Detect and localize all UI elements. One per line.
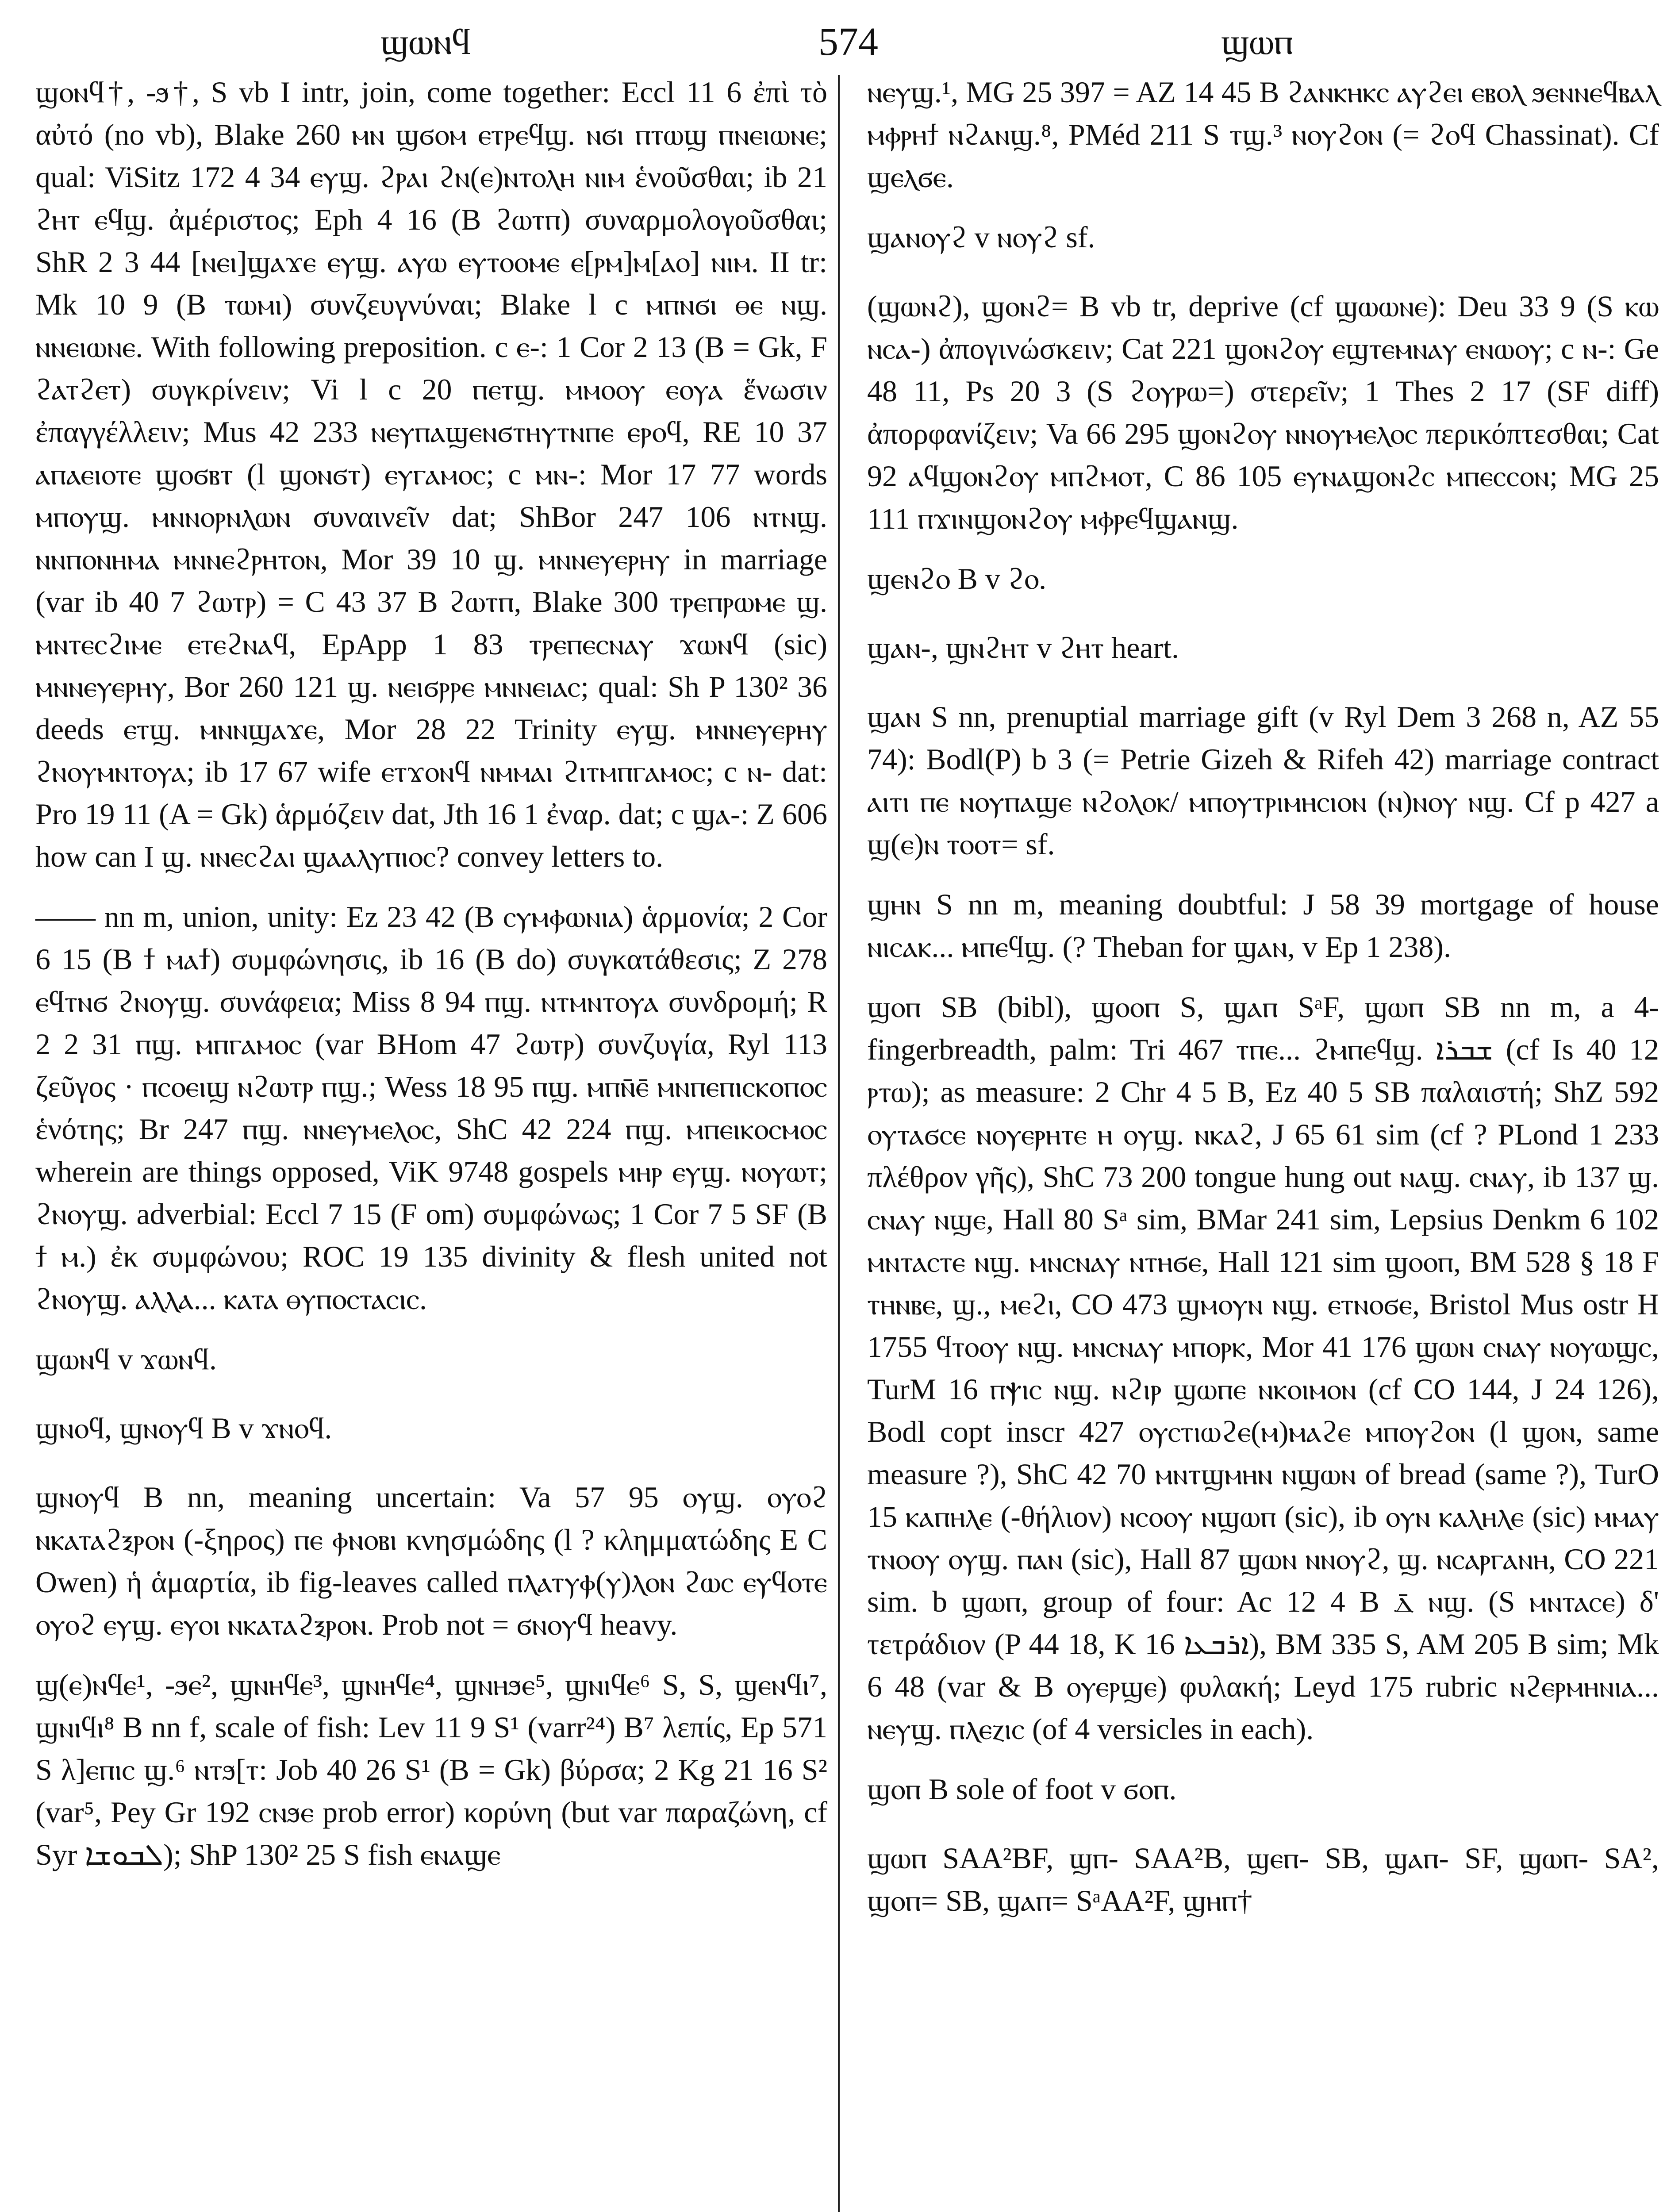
entry-shan-heart-cross-ref: ϣⲁⲛ-, ϣⲛϩⲏⲧ v ϩⲏⲧ heart. — [867, 631, 1179, 664]
right-column — [867, 71, 1659, 1939]
entry-shenfe-continued: ⲛⲉⲩϣ.¹, MG 25 397 = AZ 14 45 B ϩⲁⲛⲕⲏⲕⲥ ⲁⲩϩⲉⲓ ⲉⲃⲟⲗ ϧⲉⲛⲛⲉϥⲃⲁⲗ ⲙⲫⲣⲏϯ ⲛϩⲁⲛϣ.⁸, PMéd 211 S ⲧϣ.³ ⲛⲟⲩϩⲟⲛ (= ϩⲟϥ Chassinat). Cf ϣⲉⲗϭⲉ. — [867, 75, 1659, 194]
entry-shenho-cross-ref: ϣⲉⲛϩⲟ B v ϩⲟ. — [867, 562, 1047, 595]
entry-shop-sole-cross-ref: ϣⲟⲡ B sole of foot v ϭⲟⲡ. — [867, 1772, 1177, 1806]
entry-shonf-noun: —— nn m, union, unity: Ez 23 42 (B ⲥⲩⲙⲫⲱⲛⲓⲁ) ἁρμονία; 2 Cor 6 15 (B ϯ ⲙⲁϯ) συμφώνησις, ib 16 (B do) συγκατάθεσις; Z 278 ⲉϥⲧⲛϭ ϩⲛⲟⲩϣ. συνάφεια; Miss 8 94 ⲡϣ. ⲛⲧⲙⲛⲧⲟⲩⲁ συνδρομή; R 2 2 31 ⲡϣ. ⲙⲡⲅⲁⲙⲟⲥ (var BHom 47 ϩⲱⲧⲣ) συνζυγία, Ryl 113 ζεῦγος · ⲡⲥⲟⲉⲓϣ ⲛϩⲱⲧⲣ ⲡϣ.; Wess 18 95 ⲡϣ. ⲙⲡⲛ̄ⲉ̄ ⲙⲛⲡⲉⲡⲓⲥⲕⲟⲡⲟⲥ ἑνότης; Br 247 ⲡϣ. ⲛⲛⲉⲩⲙⲉⲗⲟⲥ, ShC 42 224 ⲡϣ. ⲙⲡⲉⲓⲕⲟⲥⲙⲟⲥ wherein are things opposed, ViK 9748 gospels ⲙⲏⲣ ⲉⲩϣ. ⲛⲟⲩⲱⲧ; ϩⲛⲟⲩϣ. adverbial: Eccl 7 15 (F om) συμφώνως; 1 Cor 7 5 SF (B ϯ ⲙ.) ἐκ συμφώνου; ROC 19 135 divinity & flesh united not ϩⲛⲟⲩϣ. ⲁⲗⲗⲁ... ⲕⲁⲧⲁ ⲑⲩⲡⲟⲥⲧⲁⲥⲓⲥ. — [35, 900, 827, 1316]
entry-shnouf: ϣⲛⲟⲩϥ B nn, meaning uncertain: Va 57 95 ⲟⲩϣ. ⲟⲩⲟϩ ⲛⲕⲁⲧⲁϩⲝⲣⲟⲛ (-ξηρος) ⲡⲉ ⲫⲛⲟⲃⲓ κνησμώδης (l ? κλημματώδης E C Owen) ἡ ἁμαρτία, ib fig-leaves called ⲡⲗⲁⲧⲩⲫ(ⲩ)ⲗⲟⲛ ϩⲱⲥ ⲉⲩϥⲟⲧⲉ ⲟⲩⲟϩ ⲉⲩϣ. ⲉⲩⲟⲓ ⲛⲕⲁⲧⲁϩⲝⲣⲟⲛ. Prob not = ϭⲛⲟⲩϥ heavy. — [35, 1480, 827, 1641]
entry-shop-palm: ϣⲟⲡ SB (bibl), ϣⲟⲟⲡ S, ϣⲁⲡ SᵃF, ϣⲱⲡ SB nn m, a 4-fingerbreadth, palm: Tri 467 ⲧⲡⲉ... ϩⲙⲡⲉϥϣ. ܫܒܪܐ (cf Is 40 12 ⲣⲧⲱ); as measure: 2 Chr 4 5 B, Ez 40 5 SB παλαιστή; ShZ 592 ⲟⲩⲧⲁϭⲥⲉ ⲛⲟⲩⲉⲣⲏⲧⲉ ⲏ ⲟⲩϣ. ⲛⲕⲁϩ, J 65 61 sim (cf ? PLond 1 233 πλέθρον γῆς), ShC 73 200 tongue hung out ⲛⲁϣ. ⲥⲛⲁⲩ, ib 137 ϣ. ⲥⲛⲁⲩ ⲛϣⲉ, Hall 80 Sᵃ sim, BMar 241 sim, Lepsius Denkm 6 102 ⲙⲛⲧⲁⲥⲧⲉ ⲛϣ. ⲙⲛⲥⲛⲁⲩ ⲛⲧⲏϭⲉ, Hall 121 sim ϣⲟⲟⲡ, BM 528 § 18 F ⲧⲏⲛⲃⲉ, ϣ., ⲙⲉϩⲓ, CO 473 ϣⲙⲟⲩⲛ ⲛϣ. ⲉⲧⲛⲟϭⲉ, Bristol Mus ostr H 1755 ϥⲧⲟⲟⲩ ⲛϣ. ⲙⲛⲥⲛⲁⲩ ⲙⲡⲟⲣⲕ, Mor 41 176 ϣⲱⲛ ⲥⲛⲁⲩ ⲛⲟⲩⲱϣⲥ, TurM 16 ⲡⲯⲓⲥ ⲛϣ. ⲛϩⲓⲣ ϣⲱⲡⲉ ⲛⲕⲟⲓⲙⲟⲛ (cf CO 144, J 24 126), Bodl copt inscr 427 ⲟⲩⲥⲧⲓⲱϩⲉ(ⲙ)ⲙⲁϩⲉ ⲙⲡⲟⲩϩⲟⲛ (l ϣⲟⲛ, same measure ?), ShC 42 70 ⲙⲛⲧϣⲙⲏⲛ ⲛϣⲱⲛ of bread (same ?), TurO 15 ⲕⲁⲡⲏⲗⲉ (-θήλιον) ⲛⲥⲟⲟⲩ ⲛϣⲱⲡ (sic), ib ⲟⲩⲛ ⲕⲁⲗⲏⲗⲉ (sic) ⲙⲙⲁⲩ ⲧⲛⲟⲟⲩ ⲟⲩϣ. ⲡⲁⲛ (sic), Hall 87 ϣⲱⲛ ⲛⲛⲟⲩϩ, ϣ. ⲛⲥⲁⲣⲅⲁⲛⲏ, CO 221 sim. b ϣⲱⲡ, group of four: Ac 12 4 B ⲇ̄ ⲛϣ. (S ⲙⲛⲧⲁⲥⲉ) δ' τετράδιον (P 44 18, K 16 ܐܪܒܥܐ), BM 335 S, AM 205 B sim; Mk 6 48 (var & B ⲟⲩⲉⲣϣⲉ) φυλακή; Leyd 175 rubric ⲛϩⲉⲣⲙⲏⲛⲓⲁ... ⲛⲉⲩϣ. ⲡⲗⲉⲍⲓⲥ (of 4 versicles in each). — [867, 990, 1659, 1746]
entry-shonf-cross-ref: ϣⲱⲛϥ v ϫⲱⲛϥ. — [35, 1342, 217, 1376]
column-divider — [838, 75, 840, 2212]
left-headword: ϣⲱⲛϥ — [380, 22, 471, 62]
entry-shan-gift: ϣⲁⲛ S nn, prenuptial marriage gift (v Ryl Dem 3 268 n, AZ 55 74): Bodl(P) b 3 (= Petrie Gizeh & Rifeh 42) marriage contract ⲁⲓⲧⲓ ⲡⲉ ⲛⲟⲩⲡⲁϣⲉ ⲛϩⲟⲗⲟⲕ/ ⲙⲡⲟⲩⲧⲣⲓⲙⲏⲥⲓⲟⲛ (ⲛ)ⲛⲟⲩ ⲛϣ. Cf p 427 a ϣ(ⲉ)ⲛ ⲧⲟⲟⲧ= sf. — [867, 700, 1659, 861]
entry-shenfe: ϣ(ⲉ)ⲛϥⲉ¹, -ϧⲉ², ϣⲛⲏϥⲉ³, ϣⲛⲏϥⲉ⁴, ϣⲛⲏϧⲉ⁵, ϣⲛⲓϥⲉ⁶ S, S, ϣⲉⲛϥⲓ⁷, ϣⲛⲓϥⲓ⁸ B nn f, scale of fish: Lev 11 9 S¹ (varr²⁴) B⁷ λεπίς, Ep 571 S λ]ⲉⲡⲓⲥ ϣ.⁶ ⲛⲧϧ[ⲧ: Job 40 26 S¹ (B = Gk) βύρσα; 2 Kg 21 16 S² (var⁵, Pey Gr 192 ⲥⲛϧⲉ prob error) κορύνη (but var παραζώνη, cf Syr ܠܒܘܫܐ); ShP 130² 25 S fish ⲉⲛⲁϣⲉ — [35, 1668, 827, 1871]
entry-shnof-cross-ref: ϣⲛⲟϥ, ϣⲛⲟⲩϥ B v ϫⲛⲟϥ. — [35, 1411, 332, 1445]
entry-shonf: ϣⲟⲛϥ†, -ϧ†, S vb I intr, join, come together: Eccl 11 6 ἐπὶ τὸ αὐτό (no vb), Blake 260 ⲙⲛ ϣϭⲟⲙ ⲉⲧⲣⲉϥϣ. ⲛϭⲓ ⲡⲧⲱϣ ⲡⲛⲉⲓⲱⲛⲉ; qual: ViSitz 172 4 34 ⲉⲩϣ. ϩⲣⲁⲓ ϩⲛ(ⲉ)ⲛⲧⲟⲗⲏ ⲛⲓⲙ ἑνοῦσθαι; ib 21 ϩⲏⲧ ⲉϥϣ. ἀμέριστος; Eph 4 16 (B ϩⲱⲧⲡ) συναρμολογοῦσθαι; ShR 2 3 44 [ⲛⲉⲓ]ϣⲁϫⲉ ⲉⲩϣ. ⲁⲩⲱ ⲉⲩⲧⲟⲟⲙⲉ ⲉ[ⲣⲙ]ⲙ[ⲁⲟ] ⲛⲓⲙ. II tr: Mk 10 9 (B ⲧⲱⲙⲓ) συνζευγνύναι; Blake l c ⲙⲡⲛϭⲓ ⲑⲉ ⲛϣ. ⲛⲛⲉⲓⲱⲛⲉ. With following preposition. c ⲉ-: 1 Cor 2 13 (B = Gk, F ϩⲁⲧϩⲉⲧ) συγκρίνειν; Vi l c 20 ⲡⲉⲧϣ. ⲙⲙⲟⲟⲩ ⲉⲟⲩⲁ ἕνωσιν ἐπαγγέλλειν; Mus 42 233 ⲛⲉⲩⲡⲁϣⲉⲛϭⲧⲏⲩⲧⲛⲡⲉ ⲉⲣⲟϥ, RE 10 37 ⲁⲡⲁⲉⲓⲟⲧⲉ ϣⲟϭⲃⲧ (l ϣⲟⲛϭⲧ) ⲉⲩⲅⲁⲙⲟⲥ; c ⲙⲛ-: Mor 17 77 words ⲙⲡⲟⲩϣ. ⲙⲛⲛⲟⲣⲛⲗⲱⲛ συναινεῖν dat; ShBor 247 106 ⲛⲧⲛϣ. ⲛⲛⲡⲟⲛⲏⲙⲁ ⲙⲛⲛⲉϩⲣⲏⲧⲟⲛ, Mor 39 10 ϣ. ⲙⲛⲛⲉⲩⲉⲣⲏⲩ in marriage (var ib 40 7 ϩⲱⲧⲣ) = C 43 37 B ϩⲱⲧⲡ, Blake 300 ⲧⲣⲉⲡⲣⲱⲙⲉ ϣ. ⲙⲛⲧⲉⲥϩⲓⲙⲉ ⲉⲧⲉϩⲛⲁϥ, EpApp 1 83 ⲧⲣⲉⲡⲉⲥⲛⲁⲩ ϫⲱⲛϥ (sic) ⲙⲛⲛⲉⲩⲉⲣⲏⲩ, Bor 260 121 ϣ. ⲛⲉⲓϭⲣⲣⲉ ⲙⲛⲛⲉⲓⲁⲥ; qual: Sh P 130² 36 deeds ⲉⲧϣ. ⲙⲛⲛϣⲁϫⲉ, Mor 28 22 Trinity ⲉⲩϣ. ⲙⲛⲛⲉⲩⲉⲣⲏⲩ ϩⲛⲟⲩⲙⲛⲧⲟⲩⲁ; ib 17 67 wife ⲉⲧϫⲟⲛϥ ⲛⲙⲙⲁⲓ ϩⲓⲧⲙⲡⲅⲁⲙⲟⲥ; c ⲛ- dat: Pro 19 11 (A = Gk) ἁρμόζειν dat, Jth 16 1 ἐναρ. dat; c ϣⲁ-: Z 606 how can I ϣ. ⲛⲛⲉⲥϩⲁⲓ ϣⲁⲁⲗⲩⲡⲓⲟⲥ? convey letters to. — [35, 75, 827, 873]
right-headword: ϣⲱⲡ — [1221, 22, 1293, 62]
entry-shen-doubtful: ϣⲏⲛ S nn m, meaning doubtful: J 58 39 mortgage of house ⲛⲓⲥⲁⲕ... ⲙⲡⲉϥϣ. (? Theban for ϣⲁⲛ, v Ep 1 238). — [867, 887, 1659, 964]
left-column — [35, 71, 827, 1893]
entry-shonh: (ϣⲱⲛϩ), ϣⲟⲛϩ= B vb tr, deprive (cf ϣⲱⲱⲛⲉ): Deu 33 9 (S ⲕⲱ ⲛⲥⲁ-) ἀπογινώσκειν; Cat 221 ϣⲟⲛϩⲟⲩ ⲉϣⲧⲉⲙⲛⲁⲩ ⲉⲛⲱⲟⲩ; c ⲛ-: Ge 48 11, Ps 20 3 (S ϩⲟⲩⲣⲱ=) στερεῖν; 1 Thes 2 17 (SF diff) ἀπορφανίζειν; Va 66 295 ϣⲟⲛϩⲟⲩ ⲛⲛⲟⲩⲙⲉⲗⲟⲥ περικόπτεσθαι; Cat 92 ⲁϥϣⲟⲛϩⲟⲩ ⲙⲡϩⲙⲟⲧ, C 86 105 ⲉⲩⲛⲁϣⲟⲛϩⲥ ⲙⲡⲉⲥⲥⲟⲛ; MG 25 111 ⲡϫⲓⲛϣⲟⲛϩⲟⲩ ⲙⲫⲣⲉϥϣⲁⲛϣ. — [867, 289, 1659, 535]
page-number: 574 — [818, 20, 878, 64]
entry-shop-forms: ϣⲱⲡ SAA²BF, ϣⲡ- SAA²B, ϣⲉⲡ- SB, ϣⲁⲡ- SF, ϣⲱⲡ- SA², ϣⲟⲡ= SB, ϣⲁⲡ= SᵃAA²F, ϣⲏⲡ† — [867, 1841, 1659, 1917]
running-head — [35, 18, 1628, 71]
entry-shanouh-cross-ref: ϣⲁⲛⲟⲩϩ v ⲛⲟⲩϩ sf. — [867, 220, 1095, 254]
